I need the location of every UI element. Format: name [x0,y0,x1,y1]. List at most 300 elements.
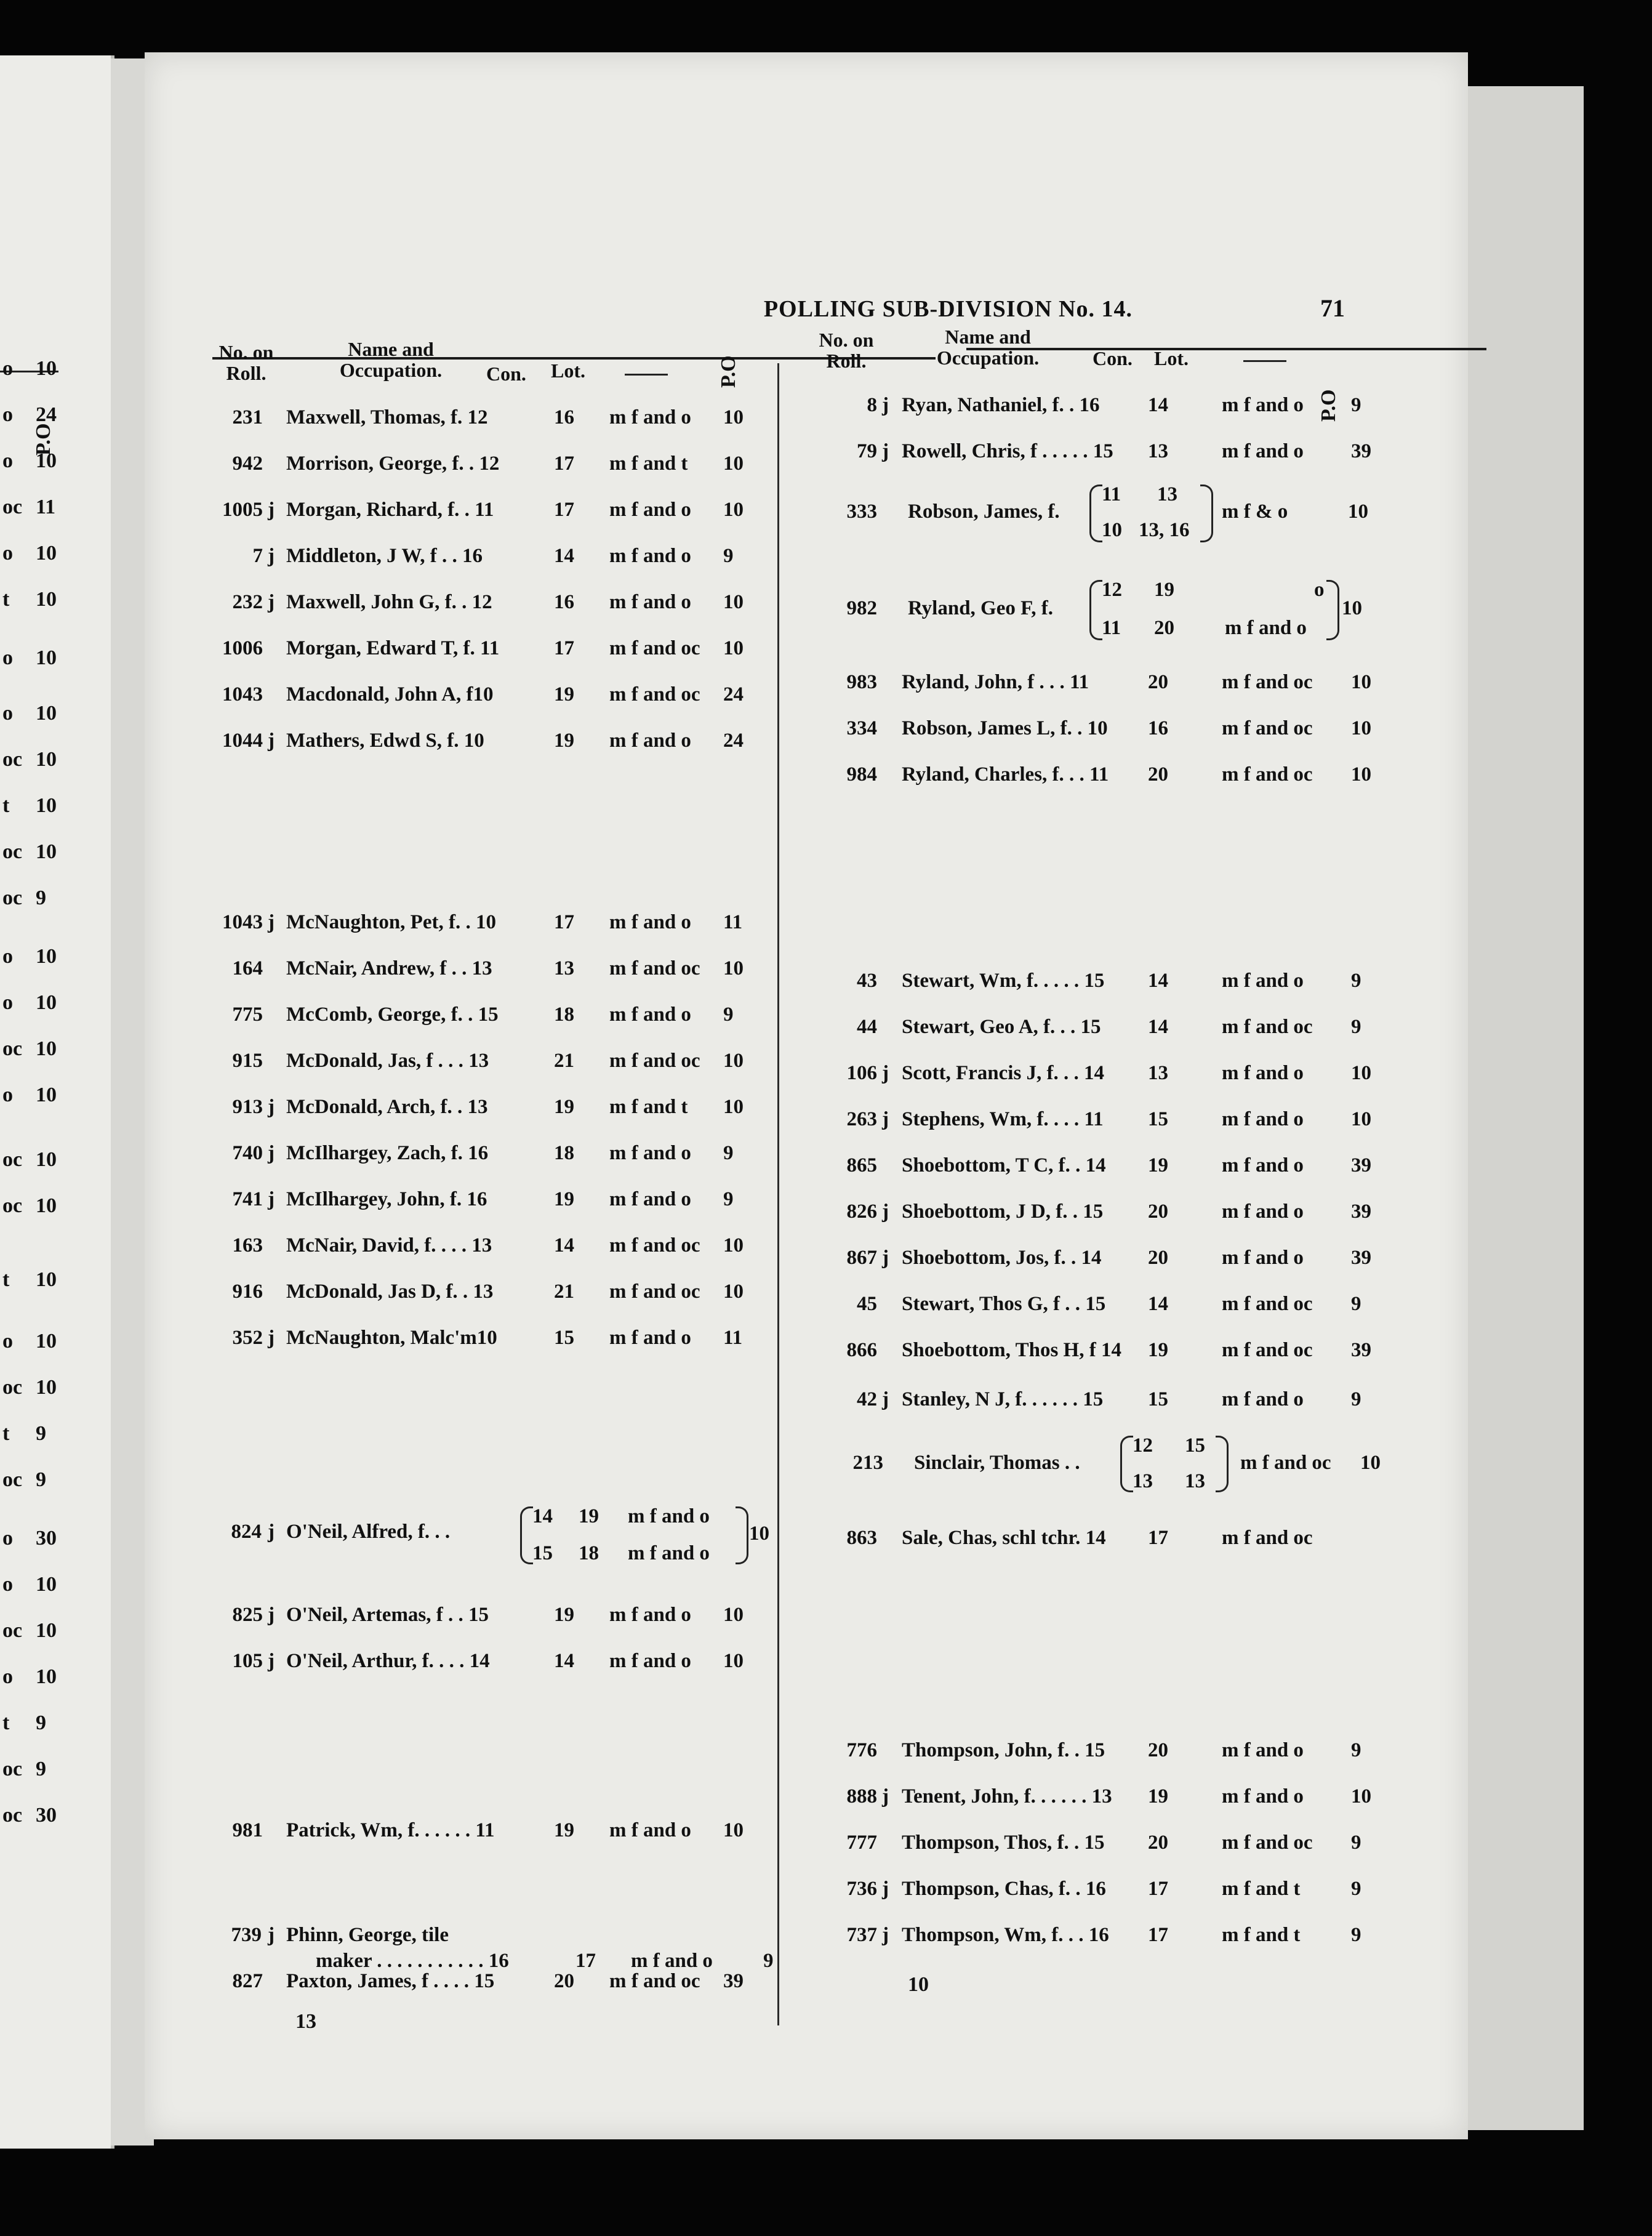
qualification: m f and o [609,406,691,428]
voter-entry [785,394,1474,422]
qualification: m f and o [609,591,691,613]
post-office: 10 [36,945,57,968]
junior-mark: j [268,1188,275,1210]
junior-mark: j [882,440,889,462]
qualification-fragment: o [2,403,13,426]
right-column-footer: 10 [908,1973,929,1996]
left-page-row [0,403,68,430]
post-office: 10 [36,991,57,1014]
post-office: 10 [1351,1785,1371,1808]
voter-name: Maxwell, John G, f. . 12 [286,591,492,613]
voter-name: O'Neil, Artemas, f . . 15 [286,1604,489,1626]
post-office: 10 [36,1148,57,1171]
left-brace [1089,485,1102,542]
post-office: 9 [1351,394,1361,416]
post-office: 10 [36,646,57,669]
qualification: m f and oc [1222,671,1313,693]
post-office: 10 [1360,1452,1381,1474]
right-brace [1326,580,1339,640]
roll-number: 737 [846,1924,877,1946]
lot-1: 13 [1157,483,1177,505]
post-office: 10 [723,1650,744,1672]
column-divider [777,363,779,2025]
post-office: 9 [1351,970,1361,992]
voter-entry [785,970,1474,998]
post-office: 10 [723,637,744,659]
qualification-fragment: oc [2,1619,23,1642]
voter-entry [785,1108,1474,1136]
junior-mark: j [882,1785,889,1808]
post-office: 10 [1351,1062,1371,1084]
voter-entry [145,1234,772,1263]
qualification: m f and o [609,1819,691,1841]
roll-number: 1043 [222,911,263,933]
qualification-fragment: oc [2,1468,23,1491]
voter-name: McIlhargey, John, f. 16 [286,1188,487,1210]
roll-number: 352 [232,1327,263,1349]
qualification-fragment: o [2,1527,13,1550]
post-office: 9 [723,545,734,567]
voter-entry [145,957,772,986]
lot: 19 [1148,1339,1168,1361]
junior-mark: j [268,1650,275,1672]
voter-name: Morgan, Richard, f. . 11 [286,499,494,521]
qualification: m f & o [1222,501,1288,523]
col-head-con-right: Con. [1093,347,1133,369]
col-head-lot-right: Lot. [1154,347,1189,369]
qualification: m f and oc [609,637,700,659]
voter-name: Maxwell, Thomas, f. 12 [286,406,488,428]
lot: 19 [554,1604,574,1626]
lot: 16 [554,591,574,613]
junior-mark: j [882,394,889,416]
lot: 19 [554,1819,574,1841]
col-head-dash [625,374,668,376]
left-page-row [0,1758,68,1785]
voter-name: Middleton, J W, f . . 16 [286,545,483,567]
qualification: m f and o [1222,1388,1304,1410]
voter-name: McDonald, Arch, f. . 13 [286,1096,488,1118]
post-office: 10 [723,1234,744,1257]
voter-entry [785,1062,1474,1090]
voter-entry [145,1604,772,1632]
roll-number: 231 [232,406,263,428]
left-page-row [0,794,68,821]
post-office: 24 [36,403,57,426]
left-page-row [0,1665,68,1692]
post-office: 9 [723,1188,734,1210]
concession-1: 11 [1102,483,1121,505]
qualification-fragment: t [2,794,10,817]
post-office: 11 [723,1327,743,1349]
lot: 18 [554,1142,574,1164]
qualification-fragment: oc [2,748,23,771]
left-brace [520,1506,533,1564]
voter-name: O'Neil, Alfred, f. . . [286,1521,451,1543]
left-page-row [0,1268,68,1295]
voter-entry [785,440,1474,469]
qualification: m f and o [1222,1108,1304,1130]
post-office: 10 [723,1819,744,1841]
voter-entry [785,1293,1474,1321]
qualification-fragment: t [2,588,10,611]
col-head-po: P.O [717,355,740,388]
post-office: 9 [36,1422,46,1445]
post-office: 39 [1351,1339,1371,1361]
qualification-fragment: oc [2,840,23,863]
post-office: 9 [36,1468,46,1491]
post-office: 9 [1351,1739,1361,1761]
roll-number: 913 [232,1096,263,1118]
voter-name: Ryland, John, f . . . 11 [902,671,1089,693]
post-office: 9 [36,1711,46,1734]
post-office: 10 [36,748,57,771]
lot: 19 [554,1188,574,1210]
roll-number: 867 [846,1247,877,1269]
roll-number: 79 [857,440,877,462]
post-office: 10 [1351,763,1371,786]
qualification-fragment: oc [2,1376,23,1399]
lot-2: 13 [1185,1470,1205,1492]
roll-number: 863 [846,1527,877,1549]
lot: 17 [1148,1878,1168,1900]
qualification: m f and o [609,1142,691,1164]
junior-mark: j [268,1521,275,1543]
voter-entry [785,1785,1474,1814]
lot: 13 [554,957,574,979]
voter-entry [145,545,772,573]
lot-2: 13, 16 [1139,519,1190,541]
qualification-fragment: oc [2,1758,23,1780]
post-office: 10 [36,1665,57,1688]
lot-1: 15 [1185,1434,1205,1457]
col-head-name-occupation-right: Name and Occupation. [936,326,1040,369]
post-office: 9 [723,1003,734,1026]
voter-entry [145,637,772,666]
lot: 17 [1148,1924,1168,1946]
voter-name: Thompson, John, f. . 15 [902,1739,1105,1761]
right-brace [1200,485,1213,542]
qualification: m f and oc [1222,1832,1313,1854]
qualification-1: m f and o [628,1505,710,1527]
concession-2: 10 [1102,519,1122,541]
qualification: m f and o [609,730,691,752]
post-office: 9 [723,1142,734,1164]
roll-number: 776 [846,1739,877,1761]
left-page-row [0,357,68,384]
voter-name: Morgan, Edward T, f. 11 [286,637,500,659]
lot: 14 [554,545,574,567]
main-page [145,52,1468,2139]
voter-name: Stewart, Wm, f. . . . . 15 [902,970,1105,992]
post-office: 10 [723,957,744,979]
roll-number: 740 [232,1142,263,1164]
junior-mark: j [882,1062,889,1084]
col-head-po-right: P.O [1317,389,1340,422]
roll-number: 106 [846,1062,877,1084]
col-head-no-on-roll-right: No. on Roll. [819,329,874,372]
concession-2: 13 [1133,1470,1153,1492]
left-page-row [0,702,68,729]
post-office: 10 [36,357,57,380]
roll-number: 1006 [222,637,263,659]
lot: 19 [1148,1154,1168,1176]
voter-entry [145,1819,772,1848]
post-office: 10 [36,1084,57,1106]
voter-name: Sale, Chas, schl tchr. 14 [902,1527,1106,1549]
post-office: 10 [723,1050,744,1072]
voter-name: Robson, James, f. [908,501,1060,523]
voter-entry [785,1924,1474,1952]
left-page-row [0,1330,68,1357]
qualification: m f and t [1222,1924,1301,1946]
qualification-fragment: o [2,1573,13,1596]
qualification: m f and oc [609,1234,700,1257]
qualification-fragment: oc [2,1148,23,1171]
voter-name: Sinclair, Thomas . . [914,1452,1080,1474]
post-office: 10 [36,1619,57,1642]
lot: 14 [554,1234,574,1257]
roll-number: 981 [232,1819,263,1841]
junior-mark: j [268,911,275,933]
entry-phinn-george [145,1924,772,1979]
lot: 19 [554,1096,574,1118]
post-office: 10 [723,406,744,428]
qualification: m f and o [1222,1154,1304,1176]
roll-number: 741 [232,1188,263,1210]
junior-mark: j [268,545,275,567]
junior-mark: j [268,1604,275,1626]
voter-entry [785,671,1474,699]
voter-entry [785,1739,1474,1767]
qualification-fragment: o [2,991,13,1014]
post-office: 10 [723,452,744,475]
lot-2: 20 [1154,617,1174,639]
qualification: m f and oc [609,683,700,706]
left-page-row [0,748,68,775]
voter-entry [145,452,772,481]
junior-mark: j [882,1200,889,1223]
roll-number: 45 [857,1293,877,1315]
roll-number: 866 [846,1339,877,1361]
left-page-row [0,840,68,867]
left-column-footer: 13 [295,2010,316,2033]
lot-1: 19 [1154,579,1174,601]
voter-name: Ryland, Charles, f. . . 11 [902,763,1109,786]
voter-entry [785,1200,1474,1229]
roll-number: 1043 [222,683,263,706]
post-office: 24 [723,730,744,752]
qualification: m f and oc [609,957,700,979]
qualification: m f and oc [609,1970,700,1992]
left-page-row [0,991,68,1018]
voter-name: McComb, George, f. . 15 [286,1003,499,1026]
voter-name: Stewart, Thos G, f . . 15 [902,1293,1106,1315]
post-office: 9 [1351,1016,1361,1038]
voter-name: Stewart, Geo A, f. . . 15 [902,1016,1101,1038]
qualification-fragment: o [2,1084,13,1106]
post-office: 9 [1351,1878,1361,1900]
qualification: m f and o [609,911,691,933]
voter-name: McNair, David, f. . . . 13 [286,1234,492,1257]
post-office: 10 [723,1096,744,1118]
lot: 19 [554,730,574,752]
qualification: m f and o [1222,1062,1304,1084]
voter-name: McDonald, Jas, f . . . 13 [286,1050,489,1072]
left-brace [1120,1436,1133,1492]
junior-mark: j [268,1924,275,1946]
qualification-fragment: t [2,1268,10,1291]
qualification: m f and o [609,499,691,521]
qualification: m f and oc [1222,717,1313,739]
qualification: m f and oc [1222,1339,1313,1361]
roll-number: 983 [846,671,877,693]
roll-number: 213 [852,1452,883,1474]
lot-1: 19 [579,1505,599,1527]
voter-entry [145,1281,772,1309]
post-office: 39 [1351,440,1371,462]
roll-number: 942 [232,452,263,475]
post-office: 10 [1351,1108,1371,1130]
left-page-fragment [0,55,114,2149]
lot: 16 [1148,717,1168,739]
roll-number: 333 [846,501,877,523]
qualification-1: o [1314,579,1325,601]
qualification: m f and o [1222,1739,1304,1761]
voter-entry [145,1142,772,1170]
junior-mark: j [268,1096,275,1118]
lot: 13 [1148,1062,1168,1084]
lot-2: 18 [579,1542,599,1564]
lot: 21 [554,1050,574,1072]
left-page-row [0,588,68,615]
post-office: 10 [36,1037,57,1060]
qualification-fragment: oc [2,496,23,518]
voter-entry [785,717,1474,746]
lot: 20 [1148,1739,1168,1761]
post-office: 9 [763,1950,774,1972]
lot: 14 [1148,970,1168,992]
left-page-po-header: P.O [32,423,55,456]
junior-mark: j [268,499,275,521]
roll-number: 334 [846,717,877,739]
qualification: m f and o [609,1650,691,1672]
roll-number: 982 [846,597,877,619]
col-head-no-on-roll: No. on Roll. [219,341,274,384]
roll-number: 827 [232,1970,263,1992]
post-office: 10 [723,499,744,521]
post-office: 10 [1348,501,1368,523]
roll-number: 164 [232,957,263,979]
post-office: 9 [1351,1924,1361,1946]
roll-number: 263 [846,1108,877,1130]
voter-name: McDonald, Jas D, f. . 13 [286,1281,494,1303]
voter-entry [145,591,772,619]
qualification: m f and o [609,1188,691,1210]
voter-name: O'Neil, Arthur, f. . . . 14 [286,1650,490,1672]
qualification-fragment: oc [2,887,23,909]
junior-mark: j [268,591,275,613]
post-office: 10 [36,1194,57,1217]
qualification: m f and oc [609,1281,700,1303]
col-head-lot: Lot. [551,360,585,382]
voter-entry [785,1247,1474,1275]
lot: 19 [554,683,574,706]
qualification-fragment: t [2,1711,10,1734]
voter-name: McNair, Andrew, f . . 13 [286,957,492,979]
qualification-fragment: o [2,1665,13,1688]
roll-number: 825 [232,1604,263,1626]
qualification: m f and oc [1222,1016,1313,1038]
roll-number: 105 [232,1650,263,1672]
roll-number: 824 [231,1521,262,1543]
qualification: m f and oc [609,1050,700,1072]
voter-name: Robson, James L, f. . 10 [902,717,1108,739]
concession-2: 15 [532,1542,553,1564]
post-office: 10 [36,1268,57,1291]
entry-robson-james [785,483,1474,551]
page-title: POLLING SUB-DIVISION No. 14. [763,296,1133,322]
qualification-fragment: o [2,945,13,968]
post-office: 24 [723,683,744,706]
page-number: 71 [1320,294,1345,322]
col-head-con: Con. [486,363,526,385]
voter-entry [785,763,1474,792]
post-office: 10 [36,1573,57,1596]
post-office: 10 [723,1281,744,1303]
qualification: m f and o [1222,394,1304,416]
voter-name: Morrison, George, f. . 12 [286,452,500,475]
voter-name: Scott, Francis J, f. . . 14 [902,1062,1105,1084]
voter-entry [145,406,772,435]
roll-number: 984 [846,763,877,786]
lot: 20 [1148,1200,1168,1223]
lot: 17 [554,499,574,521]
right-brace [1216,1436,1229,1492]
lot: 13 [1148,440,1168,462]
post-office: 9 [1351,1832,1361,1854]
lot: 19 [1148,1785,1168,1808]
qualification: m f and oc [1222,763,1313,786]
junior-mark: j [268,1142,275,1164]
lot: 20 [1148,671,1168,693]
left-page-row [0,1527,68,1554]
voter-name: Stephens, Wm, f. . . . 11 [902,1108,1104,1130]
left-page-row [0,1376,68,1403]
qualification: m f and oc [1222,1293,1313,1315]
roll-number: 8 [867,394,877,416]
post-office: 9 [1351,1388,1361,1410]
voter-name: Thompson, Thos, f. . 15 [902,1832,1105,1854]
junior-mark: j [882,1108,889,1130]
lot: 20 [1148,1832,1168,1854]
roll-number: 7 [252,545,263,567]
lot: 17 [554,637,574,659]
voter-name: Thompson, Chas, f. . 16 [902,1878,1106,1900]
junior-mark: j [882,1247,889,1269]
junior-mark: j [268,730,275,752]
qualification: m f and oc [1222,1527,1313,1549]
post-office: 9 [36,887,46,909]
voter-name: Mathers, Edwd S, f. 10 [286,730,484,752]
post-office: 9 [36,1758,46,1780]
voter-entry [785,1016,1474,1044]
voter-name: McNaughton, Pet, f. . 10 [286,911,496,933]
left-page-row [0,1194,68,1221]
lot: 14 [554,1650,574,1672]
post-office: 11 [36,496,56,518]
lot: 17 [575,1950,596,1972]
